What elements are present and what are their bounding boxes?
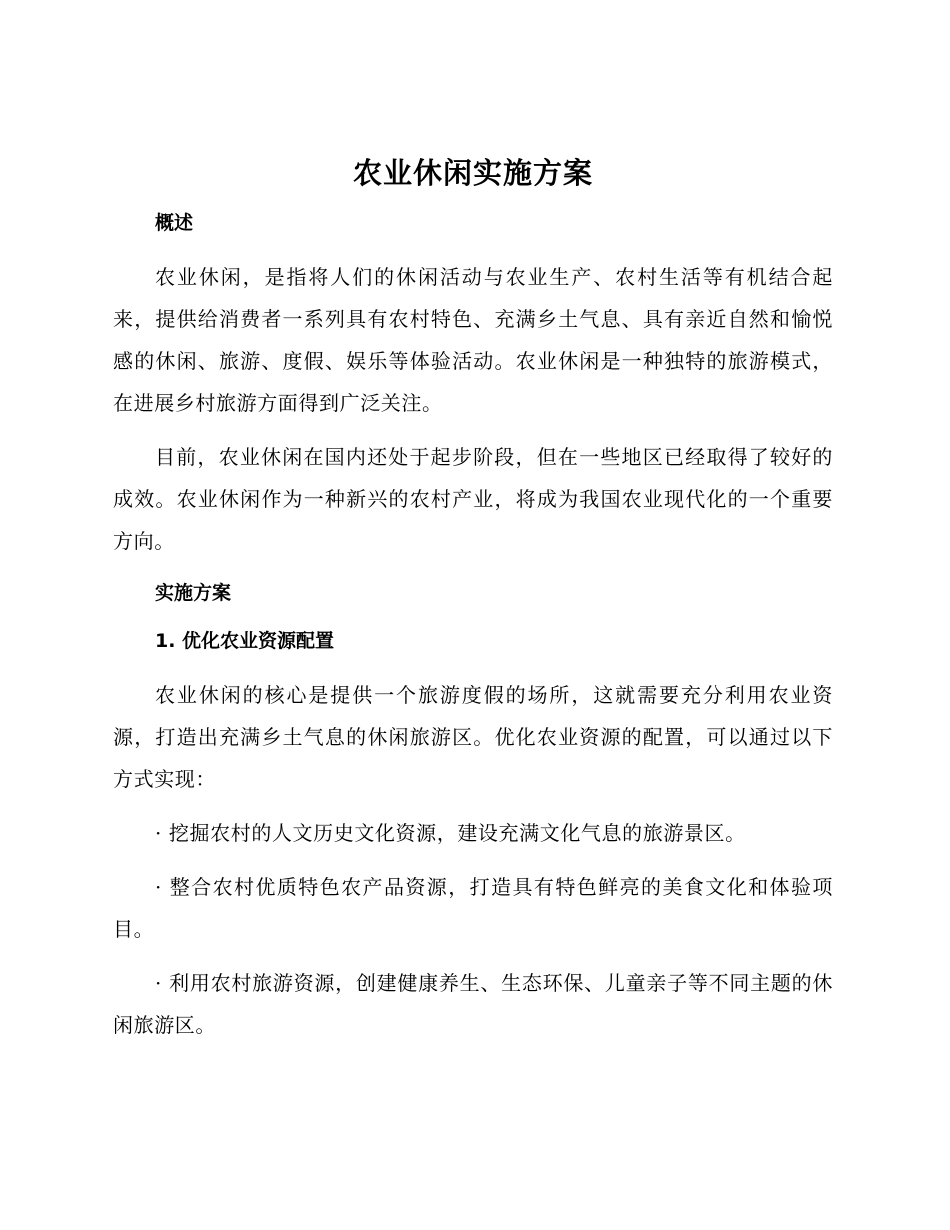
spacer — [113, 656, 833, 674]
overview-paragraph-1: 农业休闲，是指将人们的休闲活动与农业生产、农村生活等有机结合起来，提供给消费者一系列具有农村特色、充满乡土气息、具有亲近自然和愉悦感的休闲、旅游、度假、娱乐等体验活动。农业休闲是一种独特的旅游模式，在进展乡村旅游方面得到广泛关注。 — [113, 265, 833, 415]
spacer — [113, 950, 833, 962]
document-page — [113, 150, 833, 1046]
section-heading-plan: 实施方案 — [155, 582, 232, 604]
section-heading-overview: 概述 — [155, 212, 194, 234]
spacer — [113, 854, 833, 866]
bullet-item-3: · 利用农村旅游资源，创建健康养生、生态环保、儿童亲子等不同主题的休闲旅游区。 — [113, 971, 833, 1037]
overview-paragraph-2: 目前，农业休闲在国内还处于起步阶段，但在一些地区已经取得了较好的成效。农业休闲作为一种新兴的农村产业，将成为我国农业现代化的一个重要方向。 — [113, 445, 833, 553]
spacer — [113, 424, 833, 436]
document-title: 农业休闲实施方案 — [352, 156, 593, 190]
spacer — [113, 800, 833, 812]
subsection-1-intro: 农业休闲的核心是提供一个旅游度假的场所，这就需要充分利用农业资源，打造出充满乡土气息的休闲旅游区。优化农业资源的配置，可以通过以下方式实现： — [113, 683, 833, 791]
subsection-heading-1: 1. 优化农业资源配置 — [155, 630, 335, 652]
spacer — [113, 196, 833, 208]
spacer — [113, 562, 833, 578]
spacer — [113, 238, 833, 256]
bullet-item-2: · 整合农村优质特色农产品资源，打造具有特色鲜亮的美食文化和体验项目。 — [113, 875, 833, 941]
bullet-item-1: · 挖掘农村的人文历史文化资源，建设充满文化气息的旅游景区。 — [155, 821, 746, 845]
spacer — [113, 608, 833, 626]
